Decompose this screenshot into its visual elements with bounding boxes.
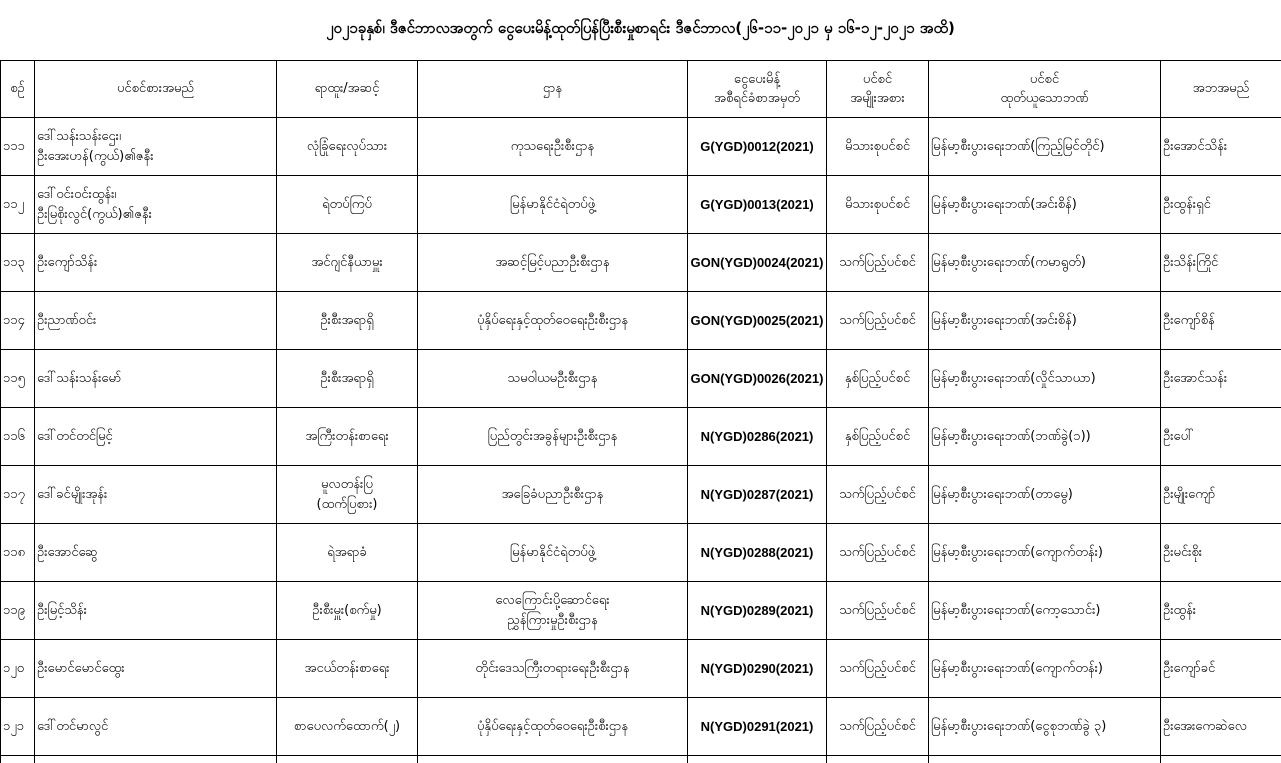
cell-no[interactable]: ၁၁၂ [1,176,35,234]
cell-pensioner-name-line: ဒေါ်တင်မာလွင် [37,718,109,734]
cell-department[interactable] [418,524,688,582]
cell-rank[interactable] [277,582,418,640]
cell-pensioner-name-line: ဒေါ်ခင်မျိုးအုန်း [37,486,108,502]
header-license-line1: ငွေပေးမိန့် [733,71,781,87]
table-row [1,524,1281,582]
cell-bank[interactable]: မြန်မာ့စီးပွားရေးဘဏ်(ကျောက်တန်း) [929,524,1161,582]
cell-license-no[interactable]: GON(YGD)0024(2021) [688,234,827,292]
cell-father-name[interactable]: ဦးကျော်စိန် [1161,292,1281,350]
table-row [1,292,1281,350]
cell-pensioner-name-line: ဦးအေးဟန်(ကွယ်)၏ဇနီး [37,148,154,164]
cell-pension-type[interactable]: သက်ပြည့်ပင်စင် [827,466,929,524]
cell-father-name[interactable]: ဦးကျော်ခင် [1161,640,1281,698]
cell-father-name[interactable]: ဦးအေးကေဆဲလေ [1161,698,1281,756]
cell-pension-type[interactable]: သက်ပြည့်ပင်စင် [827,234,929,292]
pension-table [0,60,1281,763]
header-pension-type[interactable] [827,60,929,118]
cell-department[interactable] [418,176,688,234]
cell-no[interactable]: ၁၁၅ [1,350,35,408]
cell-department-line: မြန်မာနိုင်ငံရဲတပ်ဖွဲ့ [509,196,596,212]
table-row [1,640,1281,698]
cell-pensioner-name-line: ဦးမောင်မောင်ထွေး [37,660,125,676]
cell-rank[interactable] [277,118,418,176]
cell-rank[interactable] [277,524,418,582]
cell-pensioner-name[interactable] [35,118,277,176]
cell-bank[interactable]: မြန်မာ့စီးပွားရေးဘဏ်(အင်းစိန်) [929,292,1161,350]
cell-empty[interactable] [35,756,277,763]
cell-rank-line: မူလတန်းပြ [321,476,373,492]
cell-pension-type[interactable]: မိသားစုပင်စင် [827,176,929,234]
header-type-line1: ပင်စင် [862,71,893,87]
table-row [1,408,1281,466]
cell-pensioner-name[interactable] [35,698,277,756]
cell-pensioner-name-line: ဦးအောင်ဆွေ [37,544,98,560]
cell-no[interactable]: ၁၁၉ [1,582,35,640]
cell-license-no[interactable]: GON(YGD)0026(2021) [688,350,827,408]
cell-rank-line: လုံခြုံရေးလုပ်သား [306,138,388,154]
cell-license-no[interactable]: N(YGD)0286(2021) [688,408,827,466]
cell-no[interactable]: ၁၁၄ [1,292,35,350]
cell-rank[interactable] [277,698,418,756]
cell-pensioner-name-line: ဒေါ်တင်တင်မြင့် [37,428,113,444]
cell-bank[interactable]: မြန်မာ့စီးပွားရေးဘဏ်(ငွေစုဘဏ်ခွဲ ၃) [929,698,1161,756]
cell-pensioner-name[interactable] [35,408,277,466]
table-row-partial [1,756,1281,763]
cell-no[interactable]: ၁၁၃ [1,234,35,292]
table-body [1,118,1281,763]
cell-bank[interactable]: မြန်မာ့စီးပွားရေးဘဏ်(ကြည့်မြင်တိုင်) [929,118,1161,176]
cell-bank[interactable]: မြန်မာ့စီးပွားရေးဘဏ်(ကော့သောင်း) [929,582,1161,640]
header-name[interactable]: ပင်စင်စားအမည် [35,60,277,118]
cell-empty[interactable] [688,756,827,763]
header-bank[interactable] [929,60,1161,118]
cell-bank[interactable]: မြန်မာ့စီးပွားရေးဘဏ်(ဘဏ်ခွဲ(၁)) [929,408,1161,466]
cell-license-no[interactable]: G(YGD)0013(2021) [688,176,827,234]
cell-pensioner-name-line: ဒေါ်ဝင်းဝင်းထွန်း၊ [37,186,117,202]
cell-department-line: တိုင်းဒေသကြီးတရားရေးဦးစီးဌာန [475,660,630,676]
table-row [1,350,1281,408]
cell-rank-line: စာပေလက်ထောက်(၂) [293,718,401,734]
cell-department-line: လေကြောင်းပို့ဆောင်ရေး [495,592,610,608]
cell-department[interactable] [418,350,688,408]
cell-rank-line: ရဲအရာခံ [327,544,367,560]
cell-department[interactable] [418,408,688,466]
cell-department[interactable] [418,698,688,756]
header-license-line2: အစီရင်ခံစာအမှတ် [714,90,800,106]
cell-rank-line: အင်ဂျင်နီယာမှူး [311,254,383,270]
cell-license-no[interactable]: GON(YGD)0025(2021) [688,292,827,350]
cell-no[interactable]: ၁၁၆ [1,408,35,466]
cell-pensioner-name[interactable] [35,640,277,698]
cell-department-line: မြန်မာနိုင်ငံရဲတပ်ဖွဲ့ [509,544,596,560]
cell-department[interactable] [418,118,688,176]
cell-department-line: ပုံနှိပ်ရေးနှင့်ထုတ်ဝေရေးဦးစီးဌာန [476,312,629,328]
cell-rank[interactable] [277,292,418,350]
header-license-no[interactable] [688,60,827,118]
cell-pensioner-name-line: ဦးမြင့်သိန်း [37,602,87,618]
cell-pension-type[interactable]: နှစ်ပြည့်ပင်စင် [827,350,929,408]
table-row [1,582,1281,640]
cell-department-line: အခြေခံပညာဦးစီးဌာန [501,486,604,502]
cell-department-line: ပုံနှိပ်ရေးနှင့်ထုတ်ဝေရေးဦးစီးဌာန [476,718,629,734]
header-row [1,60,1281,118]
cell-father-name[interactable]: ဦးထွန်းရှင် [1161,176,1281,234]
cell-department[interactable] [418,582,688,640]
header-father-name[interactable]: အဘအမည် [1161,60,1281,118]
sheet-title: ၂၀၂၁ခုနှစ်၊ ဒီဇင်ဘာလအတွက် ငွေပေးမိန့်ထုတ်ပြန်ပြီးစီးမှုစာရင်း ဒီဇင်ဘာလ(၂၆-၁၁-၂၀၂၁ မှ ၁၆-၁၂-၂၀၂၁ အထိ) [326,19,955,37]
cell-pensioner-name[interactable] [35,176,277,234]
cell-department[interactable] [418,292,688,350]
cell-department[interactable] [418,466,688,524]
cell-license-no[interactable]: G(YGD)0012(2021) [688,118,827,176]
cell-pension-type[interactable]: သက်ပြည့်ပင်စင် [827,292,929,350]
cell-pensioner-name-line: ဒေါ်သန်းသန်းမော် [37,370,122,386]
cell-rank[interactable] [277,176,418,234]
cell-pensioner-name[interactable] [35,234,277,292]
header-bank-line2: ထုတ်ယူသောဘဏ် [1000,90,1089,106]
header-type-line2: အမျိုးအစား [850,90,905,106]
cell-no[interactable]: ၁၁၁ [1,118,35,176]
cell-empty[interactable] [1161,756,1281,763]
header-bank-line1: ပင်စင် [1029,71,1060,87]
table-row [1,466,1281,524]
header-rank[interactable]: ရာထူး/အဆင့် [277,60,418,118]
cell-rank-line: ရဲတပ်ကြပ် [322,196,372,212]
cell-pensioner-name-line: ဦးကျော်သိန်း [37,254,98,270]
header-no[interactable]: စဉ် [1,60,35,118]
cell-pension-type[interactable]: သက်ပြည့်ပင်စင် [827,640,929,698]
cell-pensioner-name-line: ဒေါ်သန်းသန်းဌေး၊ [37,128,122,144]
cell-pensioner-name-line: ဦးညာဏ်ဝင်း [37,312,97,328]
cell-department-line: အဆင့်မြင့်ပညာဦးစီးဌာန [495,254,610,270]
cell-license-no[interactable]: N(YGD)0289(2021) [688,582,827,640]
cell-pension-type[interactable]: မိသားစုပင်စင် [827,118,929,176]
cell-no[interactable]: ၁၂၁ [1,698,35,756]
cell-rank-line: အကြီးတန်းစာရေး [305,428,389,444]
cell-rank-line: အငယ်တန်းစာရေး [304,660,390,676]
cell-pension-type[interactable]: သက်ပြည့်ပင်စင် [827,524,929,582]
cell-pensioner-name-line: ဦးမြစိုးလွင်(ကွယ်)၏ဇနီး [37,206,152,222]
cell-department-line: ညွှန်ကြားမှုဦးစီးဌာန [507,612,598,628]
cell-rank[interactable] [277,408,418,466]
cell-bank[interactable]: မြန်မာ့စီးပွားရေးဘဏ်(ကမာရွတ်) [929,234,1161,292]
cell-empty[interactable] [827,756,929,763]
cell-father-name[interactable]: ဦးပေါ် [1161,408,1281,466]
cell-department-line: ပြည်တွင်းအခွန်များဦးစီးဌာန [487,428,618,444]
cell-rank-line: ဦးစီးမှူး(စက်မှု) [312,602,382,618]
cell-pension-type[interactable]: သက်ပြည့်ပင်စင် [827,698,929,756]
cell-pension-type[interactable]: သက်ပြည့်ပင်စင် [827,582,929,640]
cell-rank-line: ဦးစီးအရာရှိ [320,370,374,386]
cell-no[interactable]: ၁၁၇ [1,466,35,524]
cell-license-no[interactable]: N(YGD)0287(2021) [688,466,827,524]
table-row [1,176,1281,234]
cell-pensioner-name[interactable] [35,292,277,350]
table-row [1,118,1281,176]
cell-rank[interactable] [277,234,418,292]
cell-empty[interactable] [1,756,35,763]
cell-bank[interactable]: မြန်မာ့စီးပွားရေးဘဏ်(လှိုင်သာယာ) [929,350,1161,408]
cell-pensioner-name[interactable] [35,582,277,640]
cell-father-name[interactable]: ဦးမျိုးကျော် [1161,466,1281,524]
table-row [1,698,1281,756]
header-department[interactable]: ဌာန [418,60,688,118]
cell-department-line: ကုသရေးဦးစီးဌာန [510,138,595,154]
cell-rank-line: ဦးစီးအရာရှိ [320,312,374,328]
cell-department-line: သမဝါယမဦးစီးဌာန [507,370,598,386]
cell-pensioner-name[interactable] [35,466,277,524]
cell-bank[interactable]: မြန်မာ့စီးပွားရေးဘဏ်(အင်းစိန်) [929,176,1161,234]
cell-bank[interactable]: မြန်မာ့စီးပွားရေးဘဏ်(တာမွေ) [929,466,1161,524]
cell-license-no[interactable]: N(YGD)0288(2021) [688,524,827,582]
cell-pensioner-name[interactable] [35,350,277,408]
cell-license-no[interactable]: N(YGD)0291(2021) [688,698,827,756]
cell-pensioner-name[interactable] [35,524,277,582]
cell-empty[interactable] [277,756,418,763]
table-row [1,234,1281,292]
cell-license-no[interactable]: N(YGD)0290(2021) [688,640,827,698]
cell-father-name[interactable]: ဦးအောင်သန်း [1161,350,1281,408]
cell-rank[interactable] [277,350,418,408]
cell-pension-type[interactable]: နှစ်ပြည့်ပင်စင် [827,408,929,466]
cell-bank[interactable]: မြန်မာ့စီးပွားရေးဘဏ်(ကျောက်တန်း) [929,640,1161,698]
cell-father-name[interactable]: ဦးအောင်သိန်း [1161,118,1281,176]
cell-department[interactable] [418,234,688,292]
cell-empty[interactable] [929,756,1161,763]
cell-empty[interactable] [418,756,688,763]
cell-rank-line: (ထက်ပြစား) [316,496,378,512]
sheet-title-cell[interactable] [0,0,1281,61]
cell-no[interactable]: ၁၁၈ [1,524,35,582]
cell-father-name[interactable]: ဦးမင်းစိုး [1161,524,1281,582]
cell-father-name[interactable]: ဦးသိန်းကြိုင် [1161,234,1281,292]
cell-rank[interactable] [277,466,418,524]
cell-father-name[interactable]: ဦးထွန်း [1161,582,1281,640]
cell-department[interactable] [418,640,688,698]
cell-rank[interactable] [277,640,418,698]
cell-no[interactable]: ၁၂၀ [1,640,35,698]
